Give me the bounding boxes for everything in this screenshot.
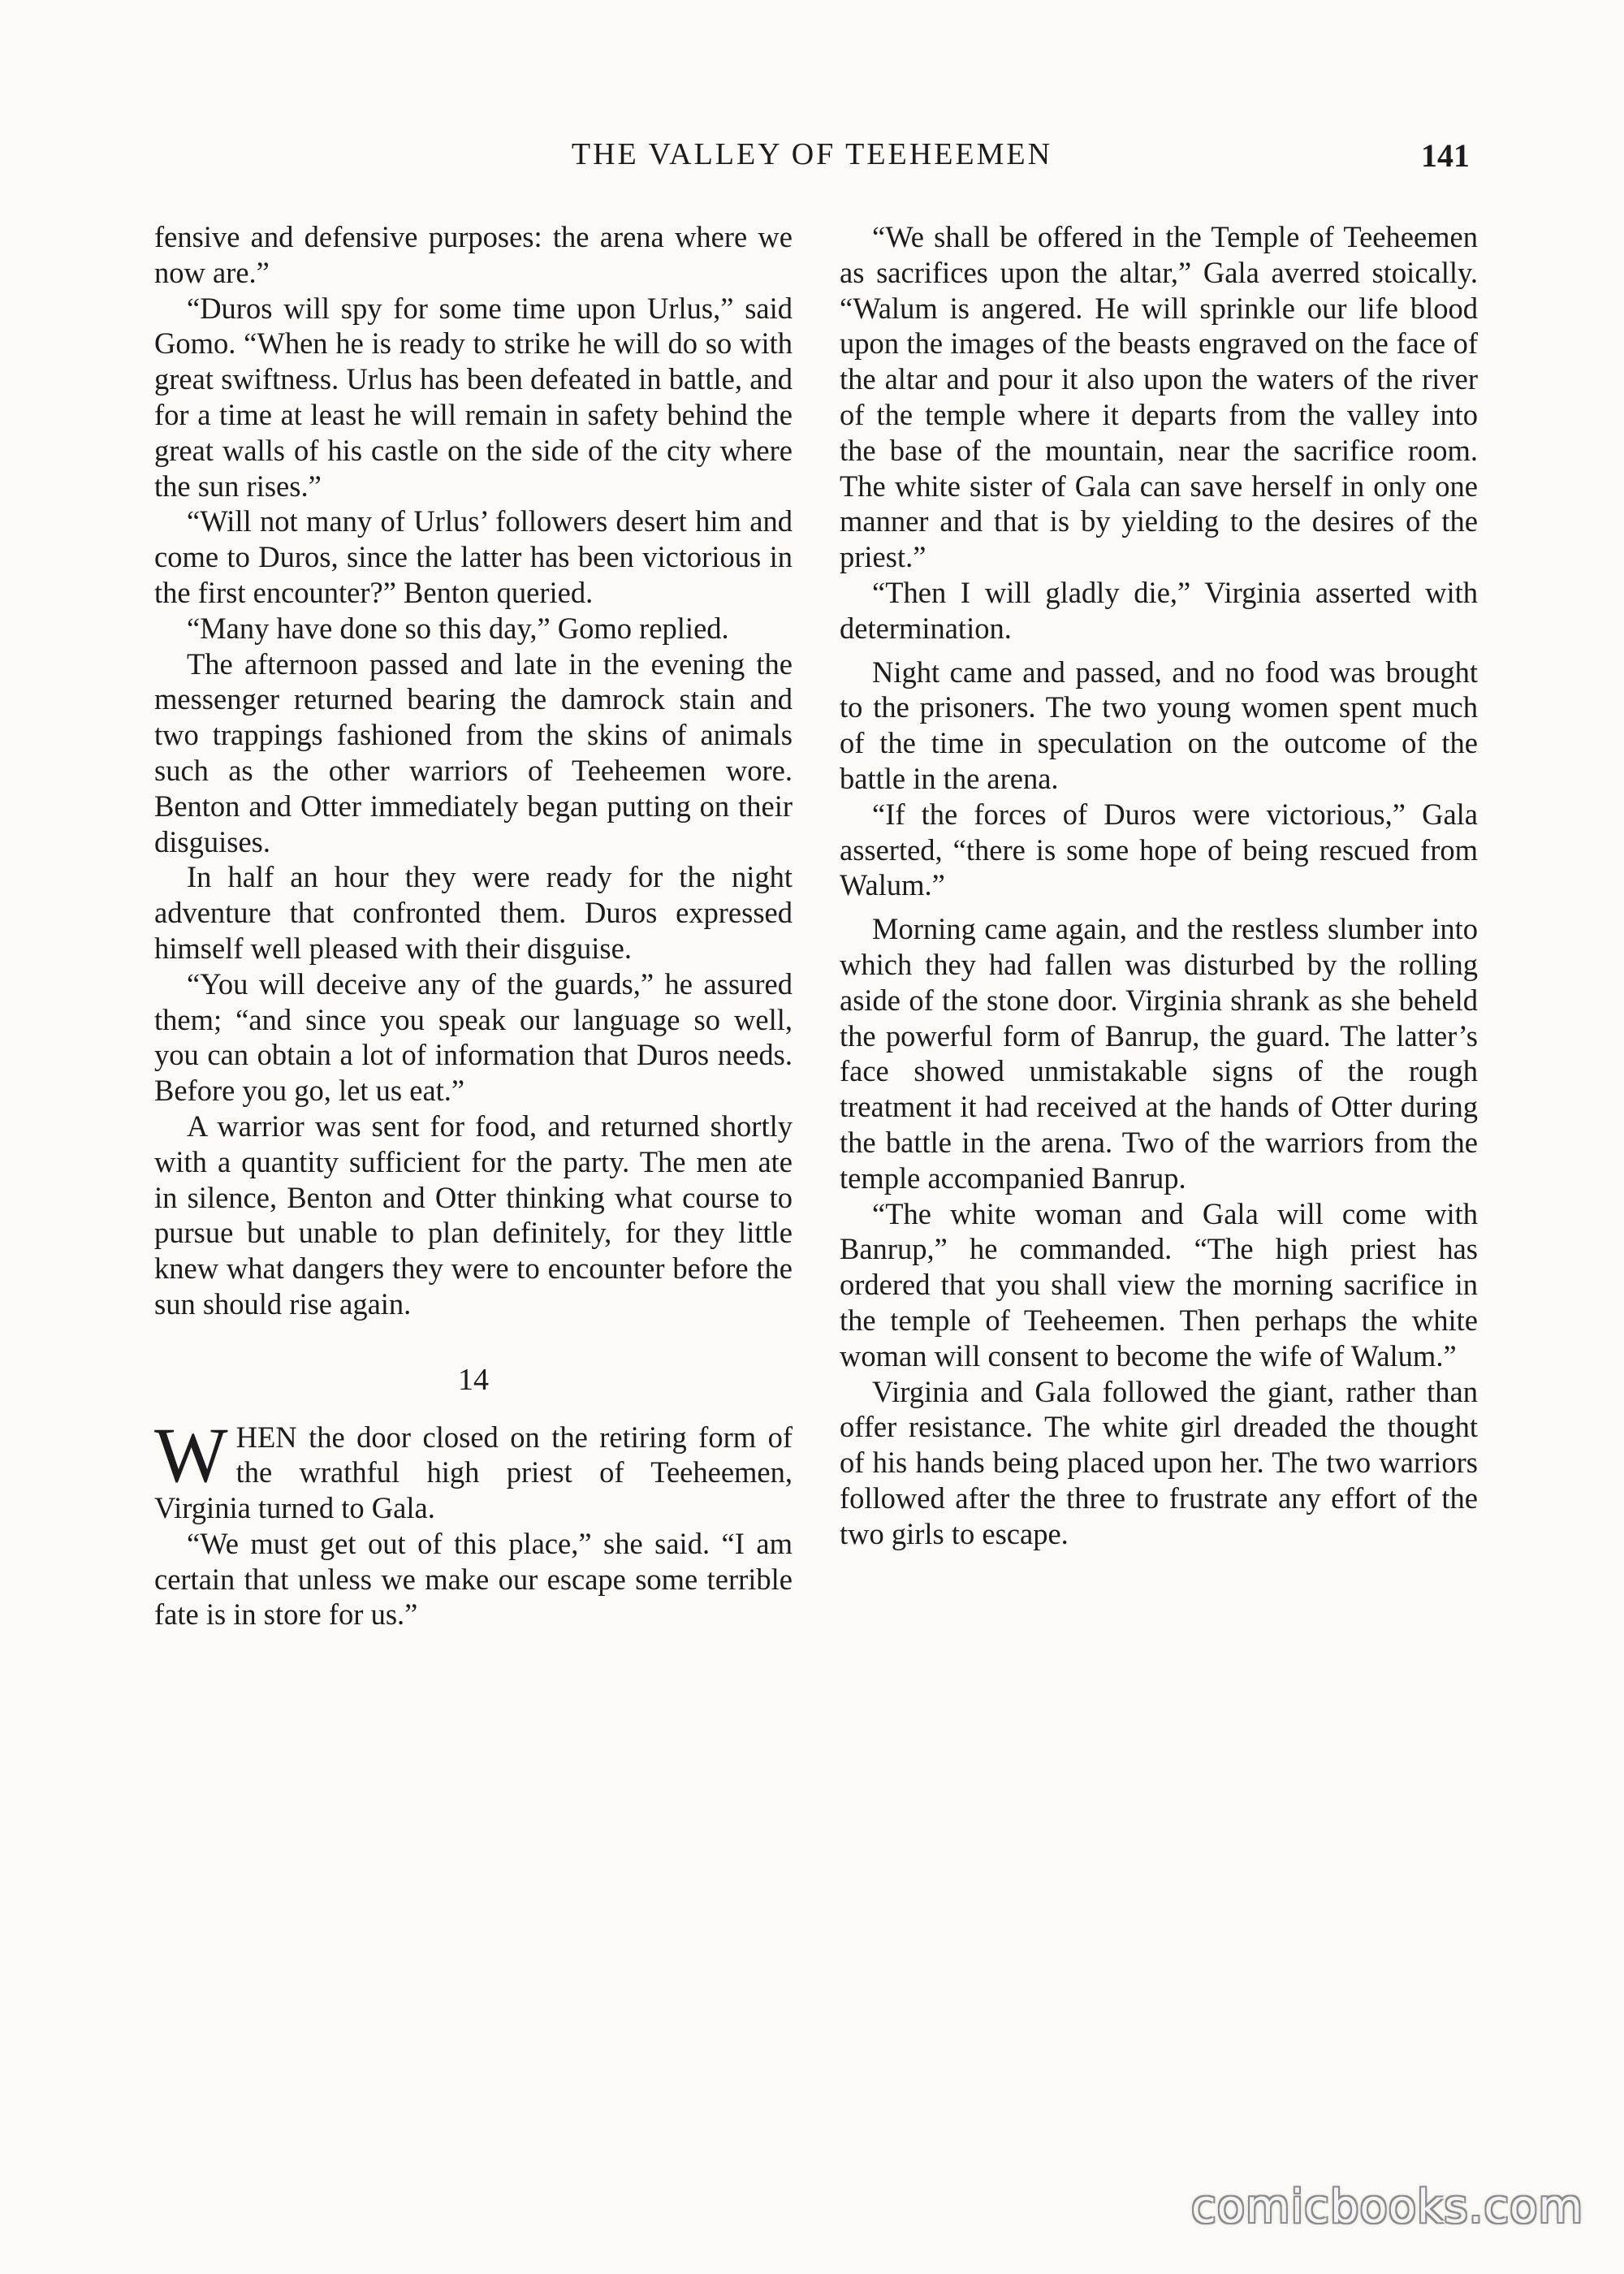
paragraph: “If the forces of Duros were victorious,” Gala asserted, “there is some hope of being rescued from Walum.” — [840, 797, 1478, 902]
chapter-opening-paragraph — [154, 1411, 793, 1526]
paragraph: “Duros will spy for some time upon Urlus,” said Gomo. “When he is ready to strike he will do so with great swiftness. Urlus has been defeated in battle, and for a time at least he will remain in safety behind the great walls of his castle on the side of the city where the sun rises.” — [154, 291, 793, 503]
paragraph: In half an hour they were ready for the night adventure that confronted them. Duros expressed himself well pleased with their disguise. — [154, 860, 793, 965]
opening-text: HEN the door closed on the retiring form of the wrathful high priest of Teeheemen, Virginia turned to Gala. — [154, 1420, 793, 1525]
left-column — [154, 219, 793, 1632]
paragraph: “We shall be offered in the Temple of Teeheemen as sacrifices upon the altar,” Gala averred stoically. “Walum is angered. He will sprinkle our life blood upon the images of the beasts engraved on the face of the altar and pour it also upon the waters of the river of the temple where it departs from the valley into the base of the mountain, near the sacrifice room. The white sister of Gala can save herself in only one manner and that is by yielding to the desires of the priest.” — [840, 220, 1478, 574]
paragraph: “You will deceive any of the guards,” he assured them; “and since you speak our language so well, you can obtain a lot of information that Duros needs. Before you go, let us eat.” — [154, 966, 793, 1108]
paragraph: Night came and passed, and no food was brought to the prisoners. The two young women spent much of the time in speculation on the outcome of the battle in the arena. — [840, 655, 1478, 795]
drop-cap: W — [154, 1411, 228, 1498]
paragraph: “We must get out of this place,” she said. “I am certain that unless we make our escape some terrible fate is in store for us.” — [154, 1526, 793, 1632]
paragraph: A warrior was sent for food, and returned shortly with a quantity sufficient for the party. The men ate in silence, Benton and Otter thinking what course to pursue but unable to plan definitely, for they little knew what dangers they were to encounter before the sun should rise again. — [154, 1109, 793, 1321]
right-column — [840, 219, 1478, 1551]
running-title: THE VALLEY OF TEEHEEMEN — [571, 137, 1053, 171]
chapter-number: 14 — [458, 1362, 489, 1397]
paragraph: “Will not many of Urlus’ followers desert him and come to Duros, since the latter has been victorious in the first encounter?” Benton queried. — [154, 504, 793, 609]
paragraph: Virginia and Gala followed the giant, rather than offer resistance. The white girl dreaded the thought of his hands being placed upon her. The two warriors followed after the three to frustrate any effort of the two girls to escape. — [840, 1374, 1478, 1550]
paragraph: fensive and defensive purposes: the arena where we now are.” — [154, 220, 793, 289]
page-number: 141 — [1421, 137, 1470, 174]
paragraph: “The white woman and Gala will come with Banrup,” he commanded. “The high priest has ordered that you shall view the morning sacrifice in the temple of Teeheemen. Then perhaps the white woman will consent to become the wife of Walum.” — [840, 1196, 1478, 1373]
site-watermark: comicbooks.com — [1190, 2181, 1583, 2233]
paragraph: “Many have done so this day,” Gomo replied. — [187, 611, 729, 645]
paragraph: The afternoon passed and late in the evening the messenger returned bearing the damrock stain and two trappings fashioned from the skins of animals such as the other warriors of Teeheemen wore. Benton and Otter immediately began putting on their disguises. — [154, 646, 793, 858]
page-header — [154, 136, 1470, 185]
paragraph: “Then I will gladly die,” Virginia asserted with determination. — [840, 575, 1478, 645]
paragraph: Morning came again, and the restless slumber into which they had fallen was disturbed by the rolling aside of the stone door. Virginia shrank as she beheld the powerful form of Banrup, the guard. The latter’s face showed unmistakable signs of the rough treatment it had received at the hands of Otter during the battle in the arena. Two of the warriors from the temple accompanied Banrup. — [840, 912, 1478, 1195]
